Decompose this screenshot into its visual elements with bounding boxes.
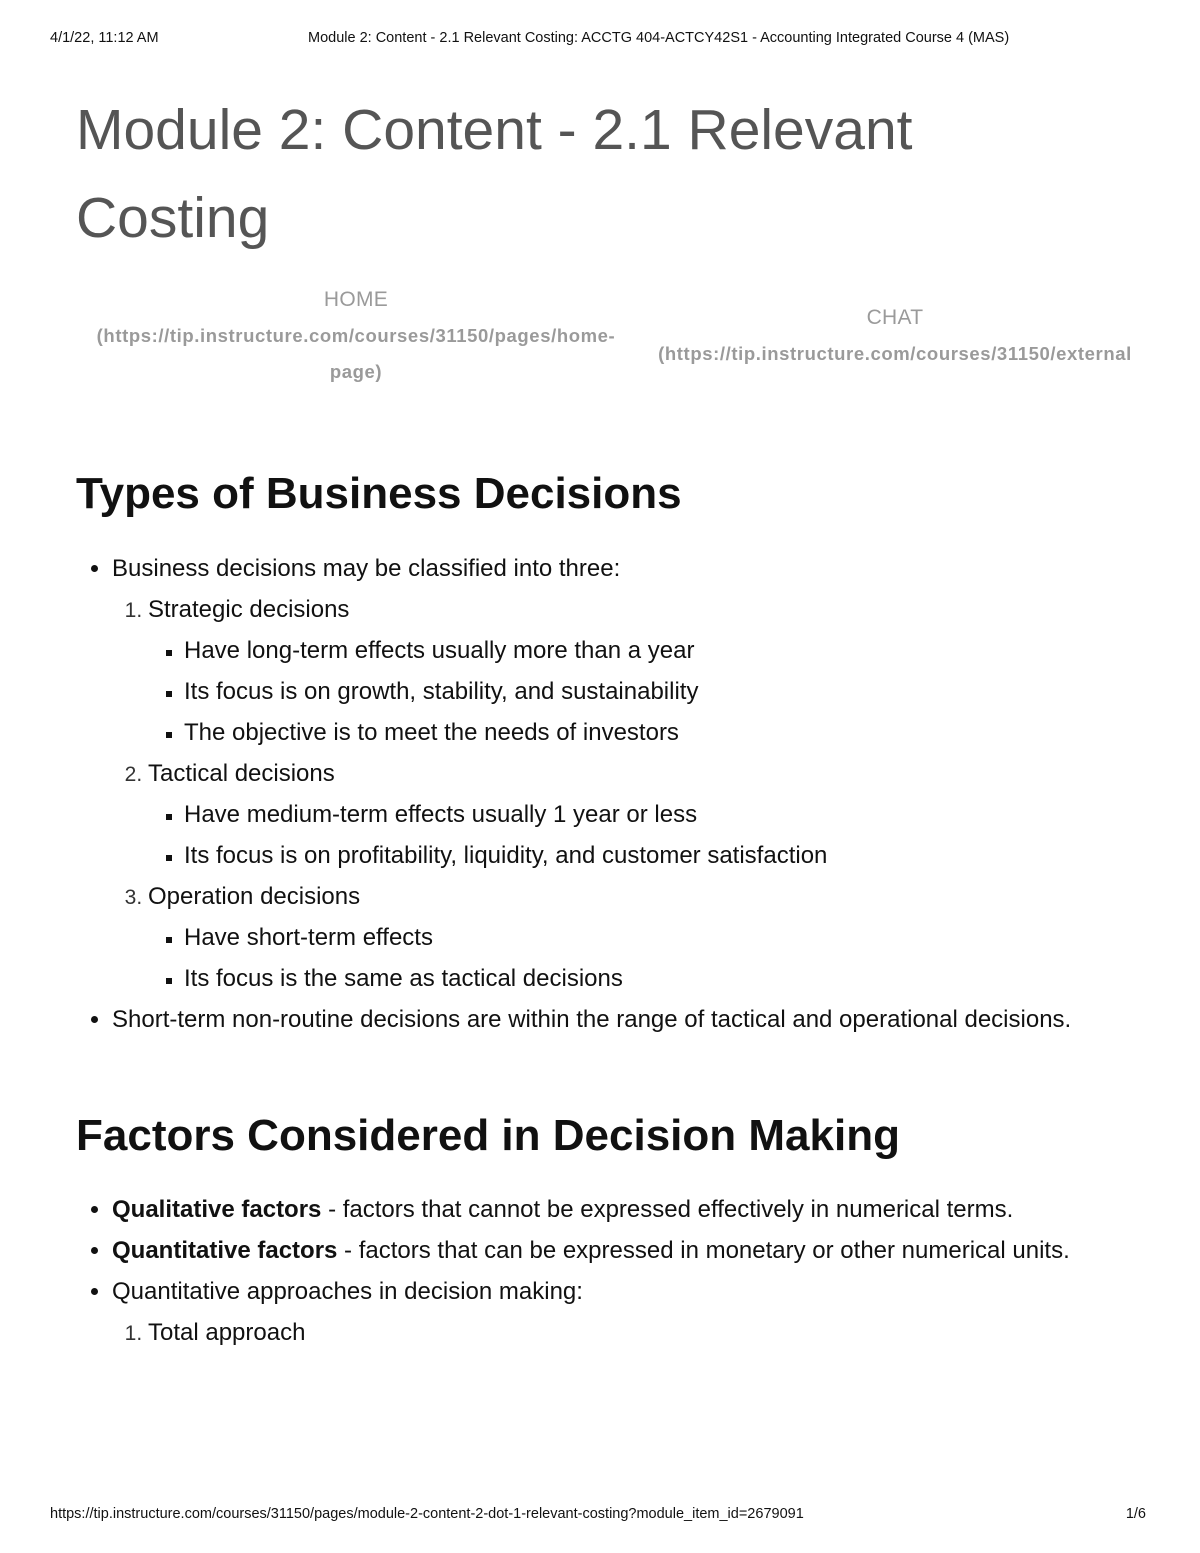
print-doc-title: Module 2: Content - 2.1 Relevant Costing: ACCTG 404-ACTCY42S1 - Accounting Integrated Course 4 (MAS) <box>308 30 1010 46</box>
chat-link-label: CHAT <box>866 306 924 329</box>
chat-link-url: (https://tip.instructure.com/courses/31150/external <box>658 343 1132 364</box>
types-intro: Business decisions may be classified into three: <box>112 555 621 582</box>
factor-definition: - factors that cannot be expressed effectively in numerical terms. <box>321 1196 1014 1223</box>
chat-link[interactable] <box>642 300 1148 372</box>
home-link-label: HOME <box>323 288 389 311</box>
factors-list <box>76 1189 1136 1353</box>
print-url: https://tip.instructure.com/courses/31150/pages/module-2-content-2-dot-1-relevant-costing?module_item_id=2679091 <box>50 1506 804 1522</box>
list-item <box>112 548 1136 999</box>
page-title <box>76 86 1156 262</box>
approach-total: 1. Total approach <box>148 1312 1136 1353</box>
list-item: ▪ Its focus is the same as tactical decisions <box>184 958 1136 999</box>
page-title-line1: Module 2: Content - 2.1 Relevant <box>76 98 913 162</box>
list-item: ▪ Have long-term effects usually more than a year <box>184 630 1136 671</box>
list-item: ▪ Have medium-term effects usually 1 year or less <box>184 794 1136 835</box>
factor-term: Quantitative factors <box>112 1237 338 1264</box>
decision-name: Operation decisions <box>148 883 361 910</box>
home-link-url-line2: page) <box>329 361 383 382</box>
approaches-item <box>112 1271 1136 1353</box>
print-header <box>0 30 1200 50</box>
home-link[interactable] <box>76 282 636 390</box>
decision-tactical <box>148 753 1136 876</box>
print-date: 4/1/22, 11:12 AM <box>50 30 159 46</box>
list-item: ▪ The objective is to meet the needs of investors <box>184 712 1136 753</box>
page-content <box>76 86 1156 1346</box>
home-link-url-line1: (https://tip.instructure.com/courses/31150/pages/home- <box>96 325 616 346</box>
approaches-intro: Quantitative approaches in decision making: <box>112 1278 583 1305</box>
nav-links <box>76 282 1156 392</box>
factor-quantitative <box>112 1230 1136 1271</box>
factor-qualitative <box>112 1189 1136 1230</box>
types-list <box>76 548 1136 1040</box>
page-number: 1/6 <box>1125 1506 1146 1522</box>
decision-operation <box>148 876 1136 999</box>
decision-strategic <box>148 589 1136 753</box>
section-heading-factors: Factors Considered in Decision Making <box>76 1111 900 1160</box>
page-title-line2: Costing <box>76 186 270 250</box>
decision-name: Tactical decisions <box>148 760 335 787</box>
section-heading-types: Types of Business Decisions <box>76 469 682 518</box>
list-item: ▪ Have short-term effects <box>184 917 1136 958</box>
decision-name: Strategic decisions <box>148 596 350 623</box>
list-item: ▪ Its focus is on growth, stability, and sustainability <box>184 671 1136 712</box>
factor-term: Qualitative factors <box>112 1196 322 1223</box>
print-footer <box>0 1506 1200 1526</box>
factor-definition: - factors that can be expressed in monetary or other numerical units. <box>337 1237 1070 1264</box>
list-item: ▪ Its focus is on profitability, liquidity, and customer satisfaction <box>184 835 1136 876</box>
types-closing: • Short-term non-routine decisions are within the range of tactical and operational decisions. <box>112 999 1136 1040</box>
